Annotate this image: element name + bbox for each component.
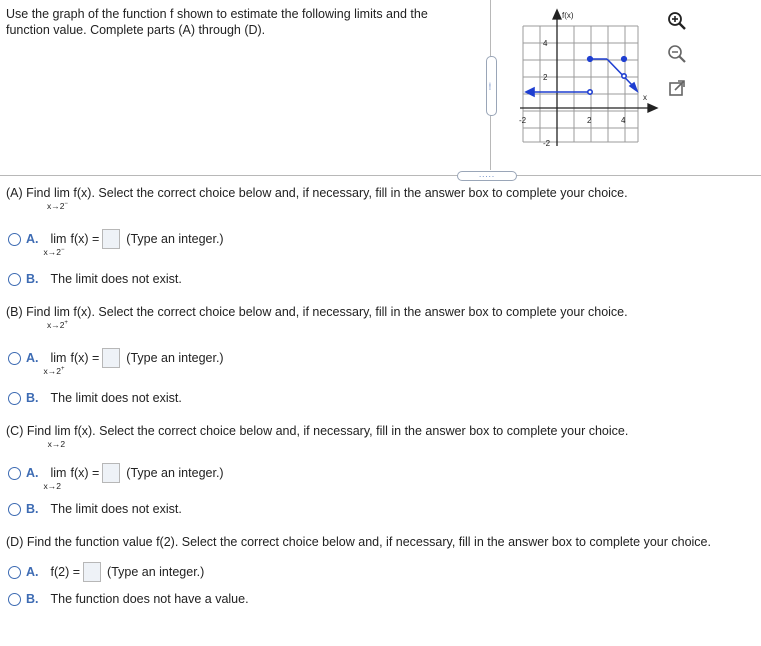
choice-sub-value: x→2 xyxy=(43,366,61,376)
part-c-choice-b[interactable] xyxy=(8,502,182,516)
part-b-lim-text: lim xyxy=(53,305,70,319)
vertical-handle-grip: ...... xyxy=(487,82,497,90)
part-c-choice-a[interactable] xyxy=(8,463,224,491)
closed-point-upper-left xyxy=(588,57,593,62)
input-hint: (Type an integer.) xyxy=(107,565,205,579)
choice-fx: f(x) = xyxy=(70,466,100,480)
horizontal-divider xyxy=(0,175,761,176)
part-b-limit xyxy=(46,305,70,330)
answer-input-box[interactable] xyxy=(102,348,120,368)
choice-limit-subscript xyxy=(44,366,65,376)
intro-line-2: function value. Complete parts (A) through (D). xyxy=(6,23,266,37)
y-tick-4: 4 xyxy=(543,39,548,48)
part-c-prefix: (C) Find xyxy=(6,424,52,438)
x-axis-label: x xyxy=(643,93,647,102)
part-c-limit-subscript: x→2 xyxy=(47,439,66,449)
radio-button[interactable] xyxy=(8,467,21,480)
open-point-slope xyxy=(622,74,626,78)
x-tick-2: 2 xyxy=(587,116,592,125)
popout-icon[interactable] xyxy=(667,78,687,98)
magnify-plus-icon[interactable] xyxy=(667,11,687,31)
choice-sub-value: x→2 xyxy=(43,247,61,257)
part-a-sub-sign: − xyxy=(64,201,68,208)
part-c-fx: f(x). xyxy=(74,424,96,438)
answer-input-box[interactable] xyxy=(102,229,120,249)
open-point-lower xyxy=(588,90,592,94)
choice-letter: A. xyxy=(26,466,39,480)
choice-letter: B. xyxy=(26,502,39,516)
y-axis-label: f(x) xyxy=(562,11,574,20)
part-a-limit-subscript xyxy=(47,201,68,211)
answer-input-box[interactable] xyxy=(102,463,120,483)
vertical-resize-handle[interactable] xyxy=(486,56,497,116)
radio-button[interactable] xyxy=(8,503,21,516)
y-axis-arrow xyxy=(553,10,561,19)
part-b-fx: f(x). xyxy=(73,305,95,319)
x-tick-neg2: -2 xyxy=(519,116,527,125)
choice-letter: A. xyxy=(26,351,39,365)
left-arrow xyxy=(526,88,534,96)
choice-limit xyxy=(43,351,67,376)
choice-letter: B. xyxy=(26,391,39,405)
x-axis-arrow xyxy=(648,104,657,112)
part-a-suffix: Select the correct choice below and, if necessary, fill in the answer box to complete your choice. xyxy=(98,186,628,200)
part-a-question xyxy=(6,186,628,211)
choice-lim-text: lim xyxy=(50,232,67,246)
part-b-limit-subscript xyxy=(47,320,68,330)
horizontal-resize-handle[interactable] xyxy=(457,171,517,181)
answer-input-box[interactable] xyxy=(83,562,101,582)
choice-lim-text: lim xyxy=(50,466,67,480)
radio-button[interactable] xyxy=(8,273,21,286)
choice-text: The limit does not exist. xyxy=(50,391,182,405)
part-a-choice-a[interactable] xyxy=(8,229,224,257)
part-c-limit xyxy=(47,424,71,449)
magnify-minus-icon[interactable] xyxy=(667,44,687,64)
part-c-lim-text: lim xyxy=(54,424,71,438)
choice-letter: A. xyxy=(26,232,39,246)
radio-button[interactable] xyxy=(8,593,21,606)
part-d-question: (D) Find the function value f(2). Select the correct choice below and, if necessary, fill in the answer box to complete your choice. xyxy=(6,535,711,549)
closed-point-upper-right xyxy=(622,57,627,62)
choice-text: The limit does not exist. xyxy=(50,502,182,516)
function-graph xyxy=(518,4,663,154)
horizontal-handle-grip: ..... xyxy=(478,170,496,179)
y-tick-2: 2 xyxy=(543,73,548,82)
part-b-sub-value: x→2 xyxy=(46,320,65,330)
choice-letter: B. xyxy=(26,272,39,286)
choice-sub-sign: − xyxy=(60,247,65,254)
radio-button[interactable] xyxy=(8,233,21,246)
choice-letter: A. xyxy=(26,565,39,579)
part-b-suffix: Select the correct choice below and, if necessary, fill in the answer box to complete your choice. xyxy=(98,305,628,319)
choice-lim-text: lim xyxy=(50,351,67,365)
part-c-question xyxy=(6,424,629,449)
part-a-fx: f(x). xyxy=(73,186,95,200)
part-d-choice-a[interactable] xyxy=(8,562,204,582)
part-a-choice-b[interactable] xyxy=(8,272,182,286)
x-tick-4: 4 xyxy=(621,116,626,125)
choice-text: The limit does not exist. xyxy=(50,272,182,286)
choice-sub-sign: + xyxy=(60,366,65,373)
part-b-question xyxy=(6,305,628,330)
intro-line-1: Use the graph of the function f shown to estimate the following limits and the xyxy=(6,7,428,21)
choice-limit xyxy=(43,466,67,491)
choice-limit xyxy=(43,232,67,257)
part-a-sub-value: x→2 xyxy=(46,201,65,211)
part-a-limit xyxy=(46,186,70,211)
part-b-choice-b[interactable] xyxy=(8,391,182,405)
choice-text: The function does not have a value. xyxy=(50,592,249,606)
choice-fx: f(x) = xyxy=(70,232,100,246)
part-c-suffix: Select the correct choice below and, if necessary, fill in the answer box to complete your choice. xyxy=(99,424,629,438)
part-d-choice-b[interactable] xyxy=(8,592,249,606)
part-a-lim-text: lim xyxy=(53,186,70,200)
input-hint: (Type an integer.) xyxy=(126,232,224,246)
graph-axes xyxy=(520,10,657,146)
problem-statement xyxy=(6,6,476,38)
radio-button[interactable] xyxy=(8,566,21,579)
choice-limit-subscript xyxy=(44,247,65,257)
choice-fx: f(x) = xyxy=(70,351,100,365)
radio-button[interactable] xyxy=(8,352,21,365)
input-hint: (Type an integer.) xyxy=(126,351,224,365)
radio-button[interactable] xyxy=(8,392,21,405)
slope-segment xyxy=(607,59,634,87)
part-b-choice-a[interactable] xyxy=(8,348,224,376)
part-b-sub-sign: + xyxy=(64,320,68,327)
part-b-prefix: (B) Find xyxy=(6,305,51,319)
choice-letter: B. xyxy=(26,592,39,606)
part-a-prefix: (A) Find xyxy=(6,186,51,200)
choice-limit-subscript: x→2 xyxy=(43,481,61,491)
y-tick-neg2: -2 xyxy=(543,139,551,148)
input-hint: (Type an integer.) xyxy=(126,466,224,480)
choice-text: f(2) = xyxy=(50,565,81,579)
